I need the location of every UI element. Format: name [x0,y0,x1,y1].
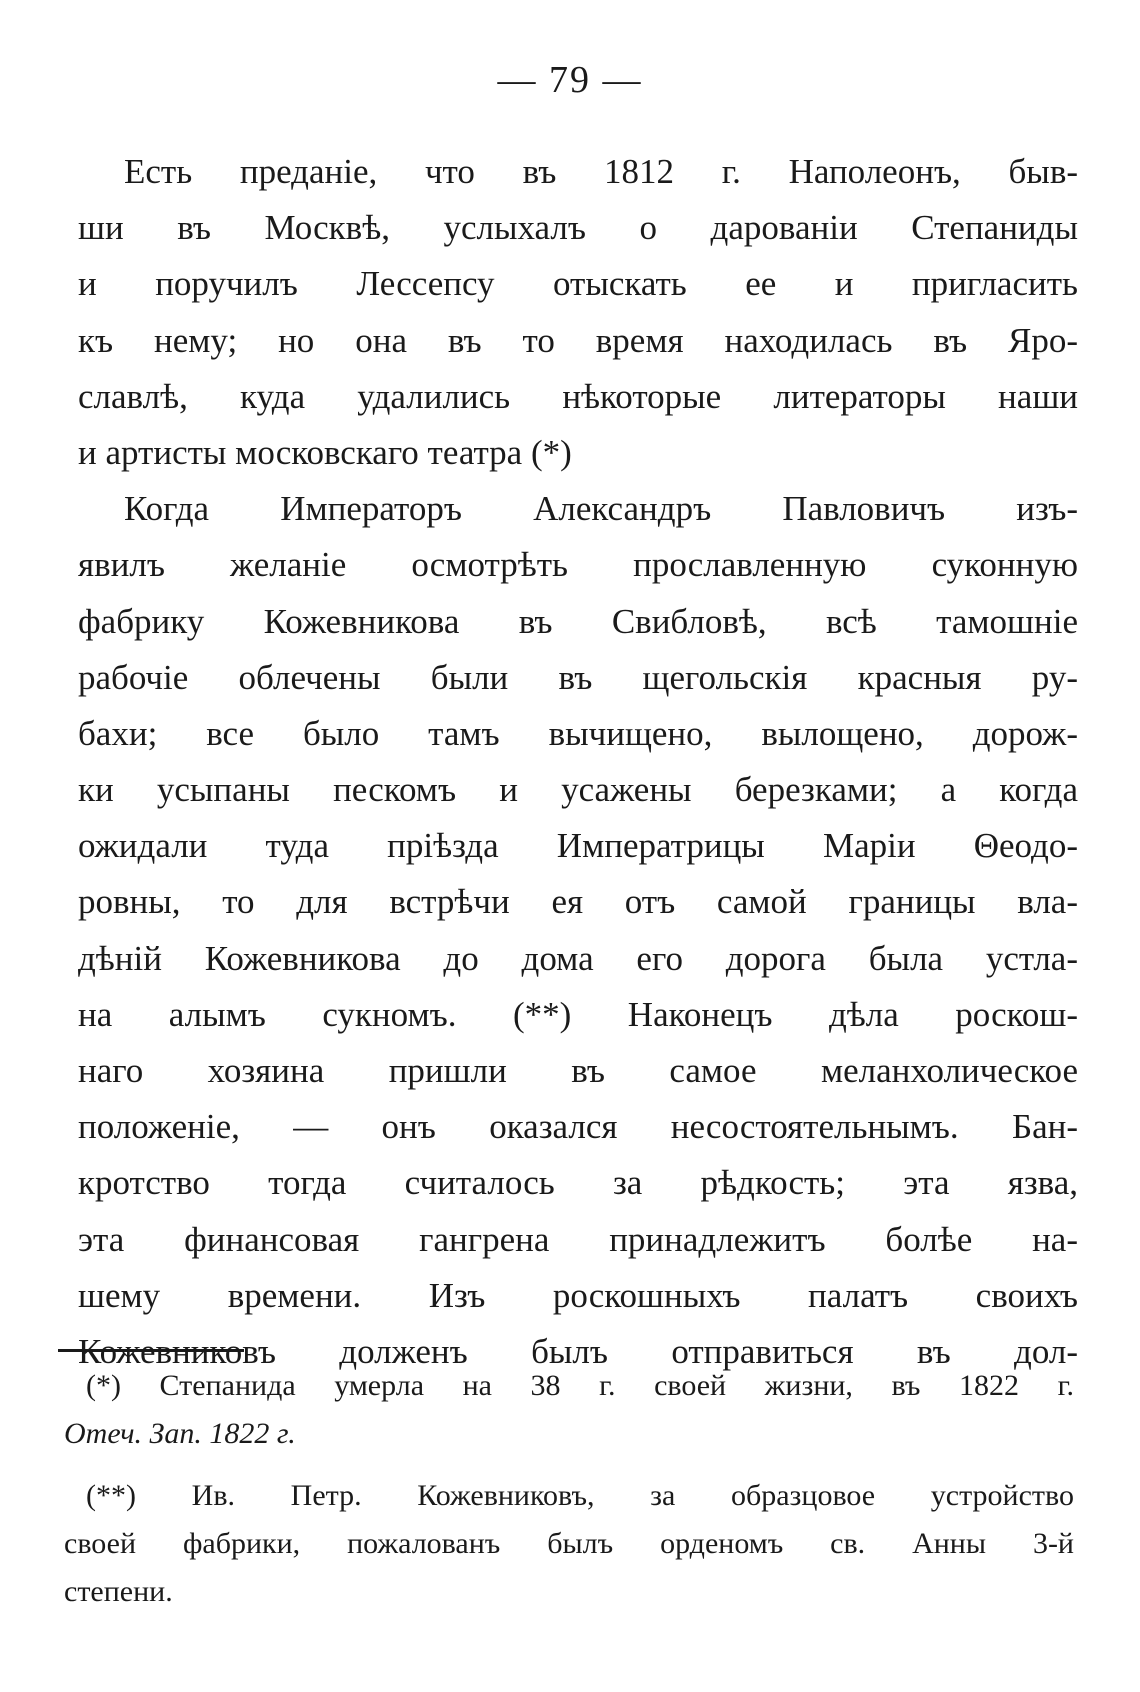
footnote-source: Отеч. Зап. 1822 г. [64,1417,296,1450]
text-line: ожидали туда пріѣзда Императрицы Маріи Θеодо- [78,826,1078,866]
text-line: рабочіе облечены были въ щегольскія красныя ру- [78,657,1078,697]
text-line: ши въ Москвѣ, услыхалъ о дарованіи Степаниды [78,208,1078,248]
text-line: ки усыпаны пескомъ и усажены березками; а когда [78,770,1078,810]
text-line: Кожевниковъ долженъ былъ отправиться въ дол- [78,1331,1078,1371]
text-line: бахи; все было тамъ вычищено, вылощено, дорож- [78,713,1078,753]
footnotes [64,1362,1074,1616]
text-line: на алымъ сукномъ. (**) Наконецъ дѣла роскош- [78,994,1078,1034]
footnote-line: (*) Степанида умерла на 38 г. своей жизни, въ 1822 г. [86,1369,1074,1402]
footnote-line: степени. [64,1575,173,1608]
footnote-1 [64,1362,1074,1458]
text-line: явилъ желаніе осмотрѣть прославленную суконную [78,545,1078,585]
body-text [78,144,1078,1380]
text-line: Когда Императоръ Александръ Павловичъ изъ- [124,489,1078,529]
text-line: наго хозяина пришли въ самое меланхолическое [78,1051,1078,1090]
text-line: шему времени. Изъ роскошныхъ палатъ своихъ [78,1275,1078,1315]
footnote-line: (**) Ив. Петр. Кожевниковъ, за образцовое устройство [86,1479,1074,1512]
text-line: ровны, то для встрѣчи ея отъ самой границы вла- [78,882,1078,922]
text-line: славлѣ, куда удалились нѣкоторые литераторы наши [78,376,1078,416]
text-line: фабрику Кожевникова въ Свибловѣ, всѣ тамошніе [78,601,1078,641]
text-line: положеніе, — онъ оказался несостоятельнымъ. Бан- [78,1107,1078,1147]
text-line: и артисты московскаго театра (*) [78,432,572,472]
text-line: Есть преданіе, что въ 1812 г. Наполеонъ, быв- [124,152,1078,191]
footnote-line: своей фабрики, пожалованъ былъ орденомъ св. Анны 3-й [64,1527,1074,1560]
footnote-2 [64,1472,1074,1616]
text-line: дѣній Кожевникова до дома его дорога была устла- [78,938,1078,978]
footnote-divider [58,1349,244,1352]
text-line: кротство тогда считалось за рѣдкость; эта язва, [78,1163,1078,1203]
text-line: эта финансовая гангрена принадлежитъ болѣе на- [78,1219,1078,1259]
page-number: — 79 — [497,59,643,101]
text-line: къ нему; но она въ то время находилась въ Яро- [78,320,1078,360]
text-line: и поручилъ Лессепсу отыскать ее и пригласить [78,264,1078,304]
